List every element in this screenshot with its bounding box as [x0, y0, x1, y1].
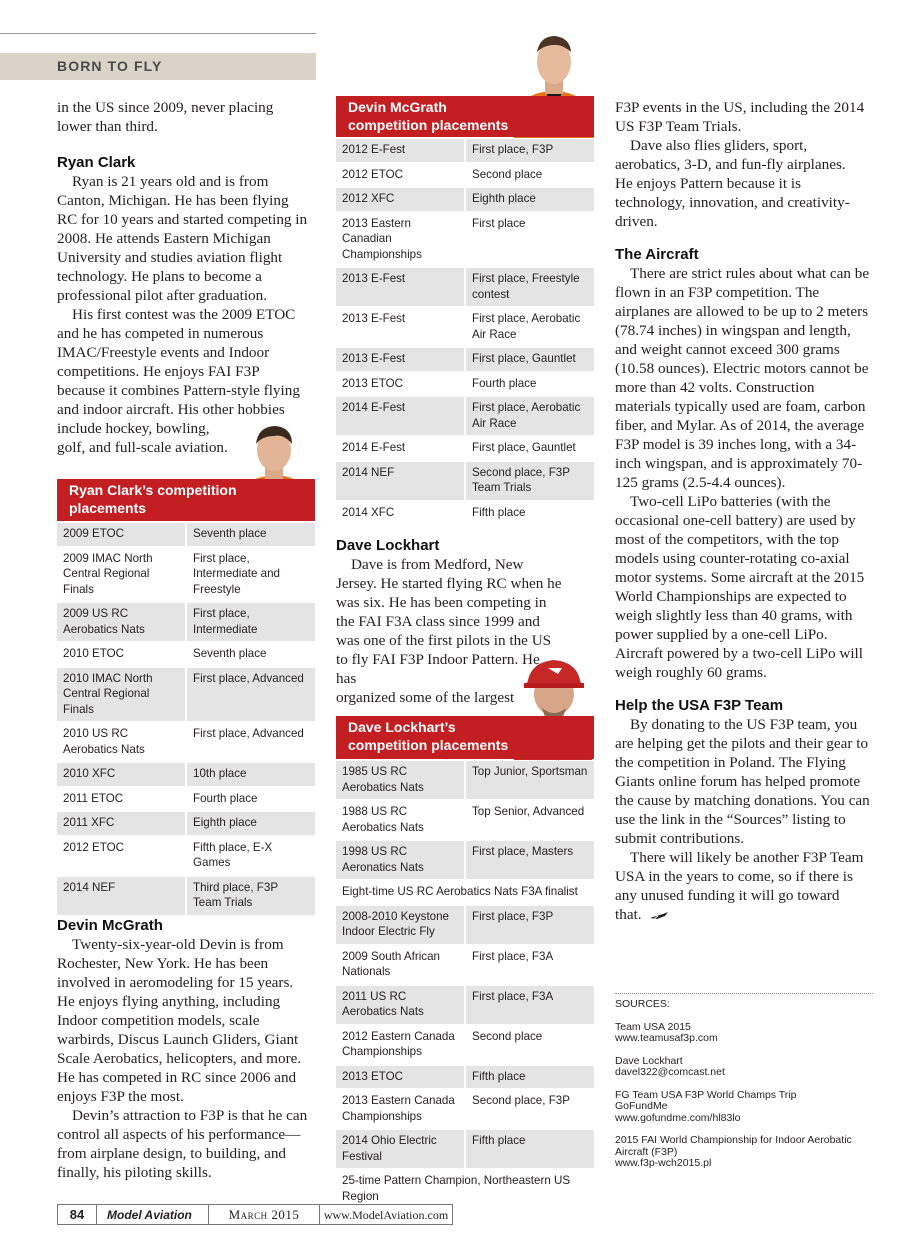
source-1-name: Team USA 2015 — [615, 1020, 691, 1033]
table-cell-result: First place, Advanced — [186, 722, 315, 762]
header-rule — [0, 33, 316, 34]
table-cell-result: Second place — [465, 163, 594, 188]
table-row — [336, 905, 594, 945]
table-row — [336, 139, 594, 163]
source-item — [615, 1022, 873, 1045]
table-cell-result: First place, Freestyle contest — [465, 267, 594, 307]
source-4-subname: Aircraft (F3P) — [615, 1145, 678, 1158]
table-cell-result: First place, F3P — [465, 139, 594, 163]
table-row — [336, 1025, 594, 1065]
table-row — [336, 461, 594, 501]
table-cell-event: 2011 XFC — [57, 811, 186, 836]
table-row — [336, 436, 594, 461]
table-cell-result: Fifth place — [465, 1129, 594, 1169]
table-cell-event: 2013 Eastern Canadian Championships — [336, 212, 465, 268]
table-cell-result: First place, Masters — [465, 840, 594, 880]
table-row — [336, 163, 594, 188]
table-cell-full: 25-time Pattern Champion, Northeastern US Region — [336, 1169, 594, 1209]
table-cell-event: 2013 Eastern Canada Championships — [336, 1089, 465, 1129]
table-cell-result: 10th place — [186, 762, 315, 787]
devin-placements-table — [336, 96, 594, 526]
table-cell-result: First place, F3P — [465, 905, 594, 945]
devin-table-title-line1: Devin McGrath — [348, 99, 447, 115]
help-heading: Help the USA F3P Team — [615, 697, 784, 714]
table-row — [336, 1169, 594, 1209]
table-row — [57, 642, 315, 667]
table-row — [57, 836, 315, 876]
source-3-subname: GoFundMe — [615, 1100, 668, 1112]
table-row — [336, 187, 594, 212]
table-cell-event: 2013 ETOC — [336, 372, 465, 397]
table-row — [336, 761, 594, 800]
intro-paragraph: in the US since 2009, never placing lower than third. — [57, 99, 274, 135]
table-cell-event: 2011 ETOC — [57, 787, 186, 812]
table-cell-result: Second place, F3P — [465, 1089, 594, 1129]
column-3 — [615, 98, 873, 924]
column-1 — [57, 98, 315, 457]
table-cell-event: 2011 US RC Aerobatics Nats — [336, 985, 465, 1025]
table-row — [336, 985, 594, 1025]
table-cell-result: First place, Advanced — [186, 667, 315, 723]
dave-paragraph-1-end: organized some of the largest — [336, 689, 515, 706]
source-4-link[interactable]: www.f3p-wch2015.pl — [615, 1157, 712, 1169]
aircraft-paragraph-1: There are strict rules about what can be flown in an F3P competition. The airplanes are allowed to be up to 2 meters (78.74 inches) in wingspan and length, and weight cannot exceed 300 grams (10.58 ounces). Electric motors cannot be more than 42 volts. Construction materials typically used are foam, carbon fiber, and Mylar. As of 2014, the average F3P model is 39 inches long, with a 34-inch wingspan, and is approximately 70-125 grams (2.5-4.4 ounces). — [615, 265, 870, 491]
end-mark-icon — [649, 911, 669, 921]
table-row — [336, 307, 594, 347]
table-cell-event: 2010 IMAC North Central Regional Finals — [57, 667, 186, 723]
devin-heading: Devin McGrath — [57, 917, 163, 934]
table-row — [336, 1065, 594, 1090]
table-cell-event: 2008-2010 Keystone Indoor Electric Fly — [336, 905, 465, 945]
table-cell-result: First place, Aerobatic Air Race — [465, 307, 594, 347]
sources-title: SOURCES: — [615, 998, 670, 1010]
dave-table-body — [336, 761, 594, 1210]
dave-table-title — [336, 716, 594, 759]
table-cell-result: First place, Gauntlet — [465, 436, 594, 461]
table-row — [336, 1089, 594, 1129]
table-cell-result: First place, Intermediate — [186, 602, 315, 642]
aircraft-heading: The Aircraft — [615, 246, 699, 263]
column-1-lower — [57, 916, 315, 1182]
table-row — [336, 945, 594, 985]
table-cell-result: Second place — [465, 1025, 594, 1065]
table-row — [57, 762, 315, 787]
source-2-email[interactable]: davel322@comcast.net — [615, 1066, 725, 1078]
table-cell-full: Eight-time US RC Aerobatics Nats F3A finalist — [336, 880, 594, 905]
table-row — [57, 667, 315, 723]
dave-placements-table — [336, 716, 594, 1210]
table-cell-result: First place, F3A — [465, 985, 594, 1025]
devin-paragraph-2: Devin’s attraction to F3P is that he can control all aspects of his performance—from airplane design, to building, and finally, his piloting skills. — [57, 1107, 308, 1181]
table-cell-result: Second place, F3P Team Trials — [465, 461, 594, 501]
col3-paragraph-2: Dave also flies gliders, sport, aerobatics, 3-D, and fun-fly airplanes. He enjoys Pattern because it is technology, innovation, and creativity-driven. — [615, 137, 850, 230]
table-cell-result: Fifth place, E-X Games — [186, 836, 315, 876]
ryan-table-title-line2: placements — [69, 500, 147, 516]
table-cell-event: 2012 ETOC — [336, 163, 465, 188]
dave-paragraph-1: Dave is from Medford, New Jersey. He started flying RC when he was six. He has been competing in the FAI F3A class since 1999 and was one of the first pilots in the US to fly FAI F3P Indoor Pattern. He has — [336, 556, 562, 687]
table-cell-event: 1985 US RC Aerobatics Nats — [336, 761, 465, 800]
table-row — [336, 1129, 594, 1169]
table-cell-result: Third place, F3P Team Trials — [186, 876, 315, 916]
source-item — [615, 1056, 873, 1079]
table-row — [336, 267, 594, 307]
table-row — [57, 787, 315, 812]
table-cell-event: 1988 US RC Aerobatics Nats — [336, 800, 465, 840]
source-4-name: 2015 FAI World Championship for Indoor Aerobatic — [615, 1134, 852, 1146]
aircraft-paragraph-2: Two-cell LiPo batteries (with the occasional one-cell battery) are used by most of the competitors, with the top models using counter-rotating co-axial motor systems. Some aircraft at the 2015 World Championships are expected to weigh slightly less than 40 grams, with power supplied by a one-cell LiPo. Aircraft powered by a two-cell LiPo will weigh roughly 60 grams. — [615, 493, 865, 681]
table-row — [336, 212, 594, 268]
table-cell-event: 1998 US RC Aeronatics Nats — [336, 840, 465, 880]
col3-paragraph-1: F3P events in the US, including the 2014 US F3P Team Trials. — [615, 99, 865, 135]
table-cell-event: 2014 E-Fest — [336, 436, 465, 461]
table-cell-event: 2014 E-Fest — [336, 396, 465, 436]
devin-table-title — [336, 96, 594, 137]
devin-table-title-line2: competition placements — [348, 117, 509, 133]
source-1-link[interactable]: www.teamusaf3p.com — [615, 1032, 718, 1044]
ryan-heading: Ryan Clark — [57, 154, 136, 171]
source-item — [615, 1090, 873, 1125]
table-cell-event: 2009 South African Nationals — [336, 945, 465, 985]
table-cell-result: First place, Gauntlet — [465, 347, 594, 372]
table-cell-event: 2010 ETOC — [57, 642, 186, 667]
magazine-url[interactable]: www.ModelAviation.com — [323, 1207, 449, 1222]
ryan-placements-table — [57, 479, 315, 917]
table-cell-result: Seventh place — [186, 642, 315, 667]
ryan-paragraph-2: His first contest was the 2009 ETOC and he has competed in numerous IMAC/Freestyle events and Indoor competitions. He enjoys FAI F3P because it combines Pattern-style flying and indoor aircraft. His other hobbies include hockey, bowling, — [57, 306, 300, 437]
table-cell-event: 2012 XFC — [336, 187, 465, 212]
page-footer — [57, 1204, 453, 1225]
sources-divider — [615, 993, 873, 994]
dave-table-title-line1: Dave Lockhart’s — [348, 719, 456, 735]
ryan-table-title-line1: Ryan Clark’s competition — [69, 482, 237, 498]
table-cell-event: 2012 ETOC — [57, 836, 186, 876]
table-row — [336, 347, 594, 372]
table-cell-result: Eighth place — [186, 811, 315, 836]
ryan-table-body — [57, 523, 315, 917]
issue-date: March 2015 — [209, 1205, 320, 1224]
ryan-table-title — [57, 479, 315, 521]
table-row — [336, 501, 594, 526]
table-cell-event: 2012 E-Fest — [336, 139, 465, 163]
table-cell-event: 2010 XFC — [57, 762, 186, 787]
devin-table-body — [336, 139, 594, 526]
table-cell-result: Top Senior, Advanced — [465, 800, 594, 840]
table-cell-event: 2014 NEF — [57, 876, 186, 916]
table-row — [57, 811, 315, 836]
table-cell-event: 2009 US RC Aerobatics Nats — [57, 602, 186, 642]
table-cell-event: 2013 E-Fest — [336, 307, 465, 347]
table-cell-event: 2009 ETOC — [57, 523, 186, 547]
section-label: BORN TO FLY — [57, 58, 163, 74]
table-row — [336, 800, 594, 840]
table-cell-event: 2013 E-Fest — [336, 347, 465, 372]
table-cell-result: First place, F3A — [465, 945, 594, 985]
table-row — [57, 722, 315, 762]
table-cell-event: 2013 ETOC — [336, 1065, 465, 1090]
table-cell-event: 2014 XFC — [336, 501, 465, 526]
table-cell-result: Fourth place — [186, 787, 315, 812]
magazine-name: Model Aviation — [97, 1205, 209, 1224]
devin-paragraph-1: Twenty-six-year-old Devin is from Rochester, New York. He has been involved in aeromodeling for 15 years. He enjoys flying anything, including Indoor competition models, scale warbirds, Discus Launch Gliders, Giant Scale Aerobatics, helicopters, and more. He has competed in RC since 2006 and enjoys F3P the most. — [57, 936, 302, 1105]
dave-table-title-line2: competition placements — [348, 737, 509, 753]
table-cell-event: 2014 Ohio Electric Festival — [336, 1129, 465, 1169]
help-paragraph-2 — [615, 848, 865, 924]
table-cell-event: 2010 US RC Aerobatics Nats — [57, 722, 186, 762]
table-row — [336, 396, 594, 436]
ryan-paragraph-1: Ryan is 21 years old and is from Canton, Michigan. He has been flying RC for 10 years and started competing in 2008. He attends Eastern Michigan University and studies aviation flight technology. He plans to become a professional pilot after graduation. — [57, 173, 308, 304]
source-item — [615, 1135, 873, 1170]
ryan-paragraph-2-end: golf, and full-scale aviation. — [57, 439, 228, 456]
table-cell-result: Fifth place — [465, 501, 594, 526]
table-cell-event: 2012 Eastern Canada Championships — [336, 1025, 465, 1065]
help-paragraph-2-text: There will likely be another F3P Team USA in the years to come, so if there is any unused funding it will go toward that. — [615, 849, 864, 923]
table-cell-result: First place, Intermediate and Freestyle — [186, 547, 315, 603]
table-cell-event: 2014 NEF — [336, 461, 465, 501]
source-3-link[interactable]: www.gofundme.com/hl83lo — [615, 1111, 741, 1124]
table-cell-result: First place, Aerobatic Air Race — [465, 396, 594, 436]
table-row — [336, 880, 594, 905]
table-cell-result: Eighth place — [465, 187, 594, 212]
table-cell-result: First place — [465, 212, 594, 268]
table-row — [57, 523, 315, 547]
table-cell-result: Fifth place — [465, 1065, 594, 1090]
table-row — [57, 547, 315, 603]
table-cell-event: 2009 IMAC North Central Regional Finals — [57, 547, 186, 603]
table-row — [336, 372, 594, 397]
dave-heading: Dave Lockhart — [336, 537, 440, 554]
table-row — [57, 876, 315, 916]
table-row — [336, 840, 594, 880]
table-cell-event: 2013 E-Fest — [336, 267, 465, 307]
page-number: 84 — [58, 1205, 97, 1224]
table-cell-result: Fourth place — [465, 372, 594, 397]
help-paragraph-1: By donating to the US F3P team, you are helping get the pilots and their gear to the competition in Poland. The Flying Giants online forum has helped promote the cause by matching donations. You can use the link in the “Sources” listing to submit contributions. — [615, 716, 870, 847]
table-row — [57, 602, 315, 642]
table-cell-result: Seventh place — [186, 523, 315, 547]
source-3-name: FG Team USA F3P World Champs Trip — [615, 1088, 797, 1101]
sources-box — [615, 999, 873, 1170]
source-2-name: Dave Lockhart — [615, 1054, 683, 1067]
table-cell-result: Top Junior, Sportsman — [465, 761, 594, 800]
